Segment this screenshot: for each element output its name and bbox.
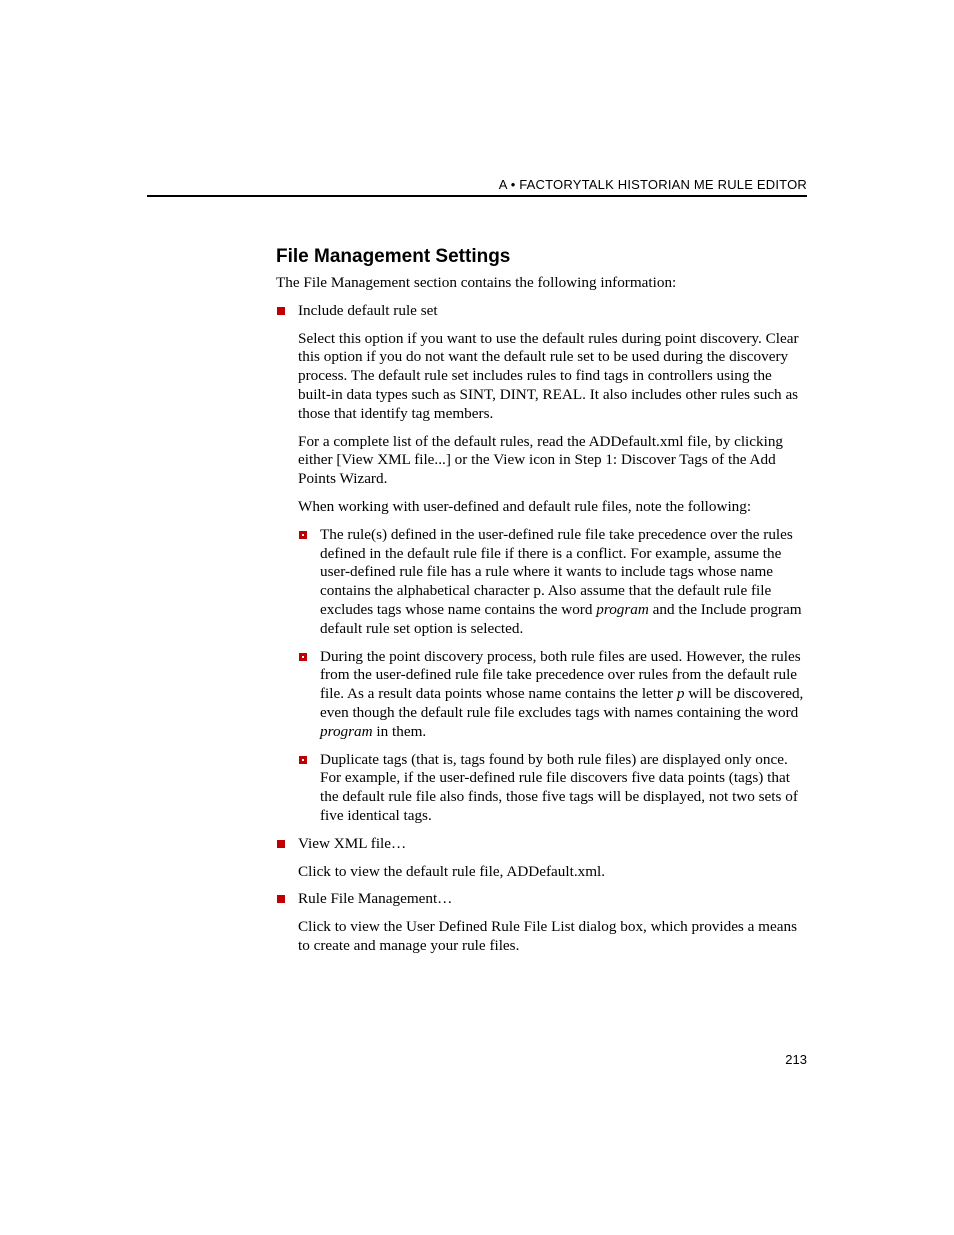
sub-item-text: in them. xyxy=(372,722,427,740)
square-bullet-icon xyxy=(277,895,285,903)
square-bullet-icon xyxy=(277,840,285,848)
square-bullet-icon xyxy=(277,307,285,315)
header-rule xyxy=(147,195,807,197)
emphasis-text: p xyxy=(676,685,685,703)
hollow-square-bullet-icon xyxy=(299,653,307,661)
hollow-square-bullet-icon xyxy=(299,756,307,764)
list-item-view-xml-file xyxy=(276,835,807,854)
list-item-paragraph: Select this option if you want to use the default rules during point discovery. Clear this option if you do not want the default rule set to be used during the discovery process. The default rule set includes rules to find tags in controllers using the built-in data types such as SINT, DINT, REAL. It also includes other rules such as those that identify tag members. xyxy=(298,329,799,422)
sub-item-text: Duplicate tags (that is, tags found by both rule files) are displayed only once. For example, if the user-defined rule file discovers five data points (tags) that the default rule file also finds, those five tags will be displayed, not two sets of five identical tags. xyxy=(320,750,798,824)
section-intro: The File Management section contains the following information: xyxy=(276,274,677,291)
sub-item-text: During the point discovery process, both rule files are used. However, the rules from the user-defined rule file take precedence over rules from the default rule file. As a result data points whose name contains the letter xyxy=(320,647,801,703)
emphasis-text: program xyxy=(320,722,373,740)
list-item-rule-file-management xyxy=(276,890,807,909)
section-title: File Management Settings xyxy=(276,246,511,267)
list-item-label: View XML file… xyxy=(298,834,407,852)
page-number: 213 xyxy=(785,1052,807,1067)
list-item-label: Rule File Management… xyxy=(298,890,453,908)
sub-list-item xyxy=(276,751,807,826)
running-header: A • FACTORYTALK HISTORIAN ME RULE EDITOR xyxy=(498,177,807,192)
sub-list-item xyxy=(276,648,807,742)
emphasis-text: program xyxy=(596,600,649,618)
page-content xyxy=(276,244,807,965)
list-item-include-default-rule-set xyxy=(276,302,807,321)
sub-item-text: will be discovered, even though the default rule file excludes tags with names containing the word xyxy=(320,685,804,721)
list-item-label: Include default rule set xyxy=(298,301,438,319)
list-item-paragraph: For a complete list of the default rules, read the ADDefault.xml file, by clicking either [View XML file...] or the View icon in Step 1: Discover Tags of the Add Points Wizard. xyxy=(298,432,784,488)
list-item-paragraph: Click to view the User Defined Rule File List dialog box, which provides a means to create and manage your rule files. xyxy=(298,918,797,954)
sub-list-item xyxy=(276,526,807,639)
list-item-paragraph: Click to view the default rule file, ADDefault.xml. xyxy=(298,862,606,880)
sub-item-text: The rule(s) defined in the user-defined rule file take precedence over the rules defined in the default rule file if there is a conflict. For example, assume the user-defined rule file has a rule where it wants to include tags whose name contains the alphabetical character p. Also assume that the default rule file excludes tags whose name contains the word xyxy=(320,525,793,618)
hollow-square-bullet-icon xyxy=(299,531,307,539)
sub-item-text: and the Include program default rule set option is selected. xyxy=(320,600,802,637)
list-item-paragraph: When working with user-defined and default rule files, note the following: xyxy=(298,497,752,515)
